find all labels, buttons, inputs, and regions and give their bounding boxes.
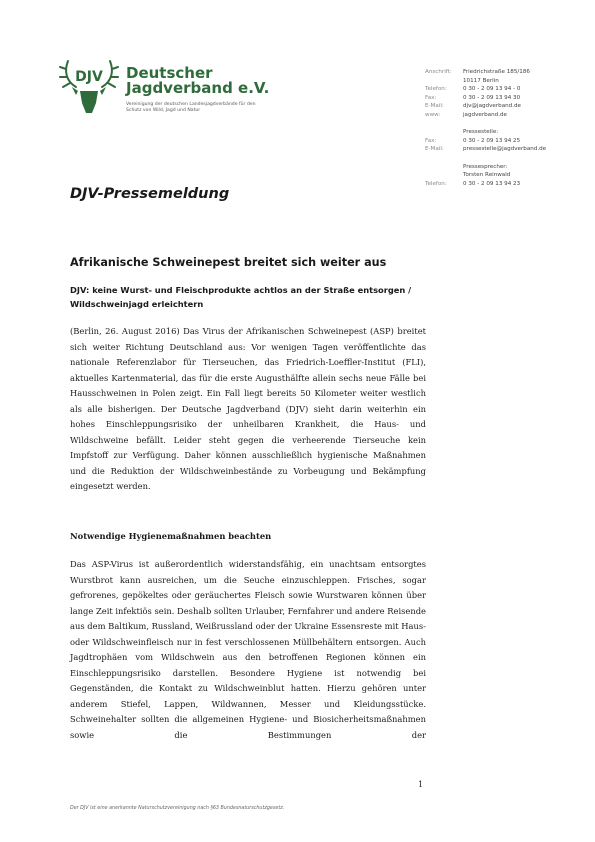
contact-label: Fax:	[425, 94, 437, 101]
contact-row	[425, 111, 585, 120]
paragraph-text: (Berlin, 26. August 2016) Das Virus der Afrikanischen Schweinepest (ASP) breitet sich weiter Richtung Deutschland aus: Vor wenigen Tagen veröffentlichte das nationale Referenzlabor für Tierseuchen, das Friedrich-Loeffler-Institut (FLI), aktuelles Kartenmaterial, das für die erste Augusthälfte allein sechs neue Fälle bei Hausschweinen in Polen zeigt. Ein Fall liegt bereits 50 Kilometer weiter westlich als alle bisherigen. Der Deutsche Jagdverband (DJV) sieht darin weiterhin ein hohes Einschleppungsrisiko der unheilbaren Krankheit, die Haus- und Wildschweine befällt. Leider steht gegen die verheerende Tierseuche kein Impfstoff zur Verfügung. Daher können ausschließlich hygienische Maßnahmen und die Reduktion der Wildschweinbestände zu Vorbeugung und Bekämpfung eingesetzt werden.	[70, 326, 426, 492]
contact-row	[425, 145, 585, 154]
website-link[interactable]: jagdverband.de	[463, 111, 507, 118]
page-number: 1	[418, 780, 424, 789]
contact-label	[425, 163, 463, 172]
logo-text: DJV	[75, 69, 103, 85]
contact-row	[425, 102, 585, 111]
contact-row	[425, 171, 585, 180]
footer-note: Der DJV ist eine anerkannte Naturschutzvereinigung nach §63 Bundesnaturschutzgesetz.	[70, 806, 285, 811]
contact-row	[425, 128, 585, 137]
org-name	[126, 66, 269, 96]
contact-label: E-Mail:	[425, 146, 444, 153]
body-paragraph-1	[70, 324, 426, 495]
contact-label	[425, 171, 463, 180]
paragraph-text: Das ASP-Virus ist außerordentlich widerstandsfähig, ein unachtsam entsorgtes Wurstbrot kann ausreichen, um die Seuche einzuschleppen. Frisches, sogar gefrorenes, gepökeltes oder geräuchertes Fleisch sowie Wurstwaren können über lange Zeit infektiös sein. Deshalb sollten Urlauber, Fernfahrer und andere Reisende aus dem Baltikum, Russland, Weißrussland oder der Ukraine Essensreste mit Haus- oder Wildschweinfleisch nur in fest verschlossenen Müllbehältern entsorgen. Auch Jagdtrophäen vom Wildschwein aus den betroffenen Regionen können ein Einschleppungsrisiko darstellen. Besondere Hygiene ist notwendig bei Gegenständen, die Kontakt zu Wildschweinblut hatten. Hierzu gehören unter anderem Stiefel, Lappen, Wildwannen, Messer und Kleidungsstücke. Schweinehalter sollten die allgemeinen Hygiene- und Biosicherheitsmaßnahmen sowie die Bestimmungen der	[70, 559, 426, 741]
contact-row	[425, 94, 585, 103]
contact-spacer	[425, 120, 585, 129]
headline: Afrikanische Schweinepest breitet sich weiter aus	[70, 256, 387, 269]
contact-label: Fax:	[425, 137, 437, 144]
contact-row	[425, 137, 585, 146]
contact-row	[425, 163, 585, 172]
contact-block	[425, 68, 585, 188]
press-email-link[interactable]: pressestelle@jagdverband.de	[463, 146, 547, 153]
djv-stag-logo-icon	[58, 57, 120, 119]
contact-label: Anschrift:	[425, 69, 452, 75]
contact-row	[425, 68, 585, 77]
section-heading: Notwendige Hygienemaßnahmen beachten	[70, 531, 272, 541]
body-paragraph-2	[70, 557, 426, 744]
subheadline: DJV: keine Wurst- und Fleischprodukte achtlos an der Straße entsorgen / Wildschweinjagd erleichtern	[70, 285, 412, 309]
contact-spacer	[425, 154, 585, 163]
contact-label: www:	[425, 111, 441, 118]
contact-label: Telefon:	[425, 86, 447, 93]
contact-value: 10117 Berlin	[463, 77, 499, 84]
contact-value: 0 30 - 2 09 13 94 30	[463, 94, 521, 101]
contact-label: Telefon:	[425, 180, 447, 187]
contact-label	[425, 77, 463, 86]
org-name-line1: Deutscher	[126, 64, 213, 82]
contact-value: 0 30 - 2 09 13 94 - 0	[463, 86, 521, 93]
contact-value: Pressestelle:	[463, 129, 499, 136]
email-link[interactable]: djv@jagdverband.de	[463, 103, 521, 110]
contact-value: Pressesprecher:	[463, 163, 508, 170]
contact-label: E-Mail:	[425, 103, 444, 110]
contact-value: 0 30 - 2 09 13 94 25	[463, 137, 521, 144]
org-tagline: Vereinigung der deutschen Landesjagdverbände für den Schutz von Wild, Jagd und Natur	[126, 102, 256, 113]
contact-row	[425, 77, 585, 86]
contact-value: Torsten Reinwald	[463, 172, 511, 179]
contact-label	[425, 128, 463, 137]
contact-value: Friedrichstraße 185/186	[463, 69, 530, 75]
org-name-line2: Jagdverband e.V.	[126, 79, 270, 97]
contact-row	[425, 85, 585, 94]
contact-value: 0 30 - 2 09 13 94 23	[463, 180, 521, 187]
press-release-title: DJV-Pressemeldung	[70, 186, 230, 202]
contact-row	[425, 180, 585, 189]
